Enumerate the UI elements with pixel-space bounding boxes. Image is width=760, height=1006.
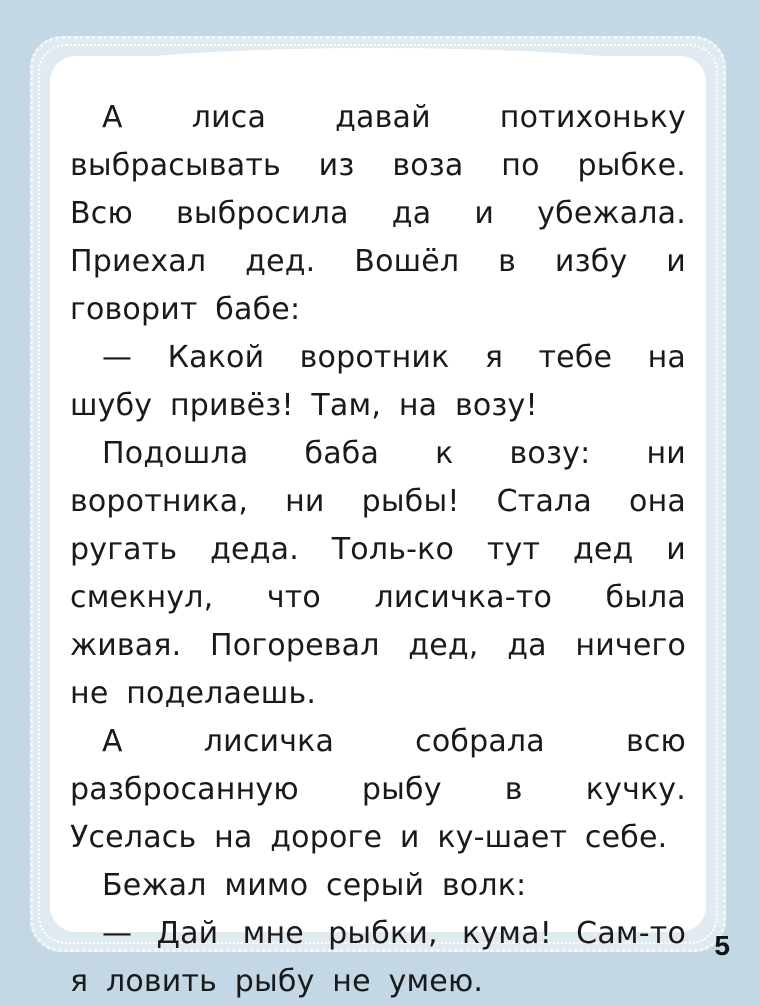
paragraph-3: Подошла баба к возу: ни воротника, ни рыбы! Стала она ругать деда. Толь-ко тут дед и смекнул, что лисичка-то была живая. Погоревал дед, да ничего не поделаешь.	[70, 436, 686, 711]
paragraph-6: — Дай мне рыбки, кума! Сам-то я ловить рыбу не умею.	[70, 916, 686, 999]
paragraph-1: А лиса давай потихоньку выбрасывать из воза по рыбке. Всю выбросила да и убежала. Приехал дед. Вошёл в избу и говорит бабе:	[70, 100, 686, 327]
story-text	[70, 94, 686, 1006]
paragraph-2: — Какой воротник я тебе на шубу привёз! Там, на возу!	[70, 340, 686, 423]
paragraph-4: А лисичка собрала всю разбросанную рыбу в кучку. Уселась на дороге и ку-шает себе.	[70, 724, 686, 855]
paragraph-5: Бежал мимо серый волк:	[102, 868, 527, 903]
book-page	[50, 56, 706, 999]
page-number: 5	[714, 930, 730, 961]
